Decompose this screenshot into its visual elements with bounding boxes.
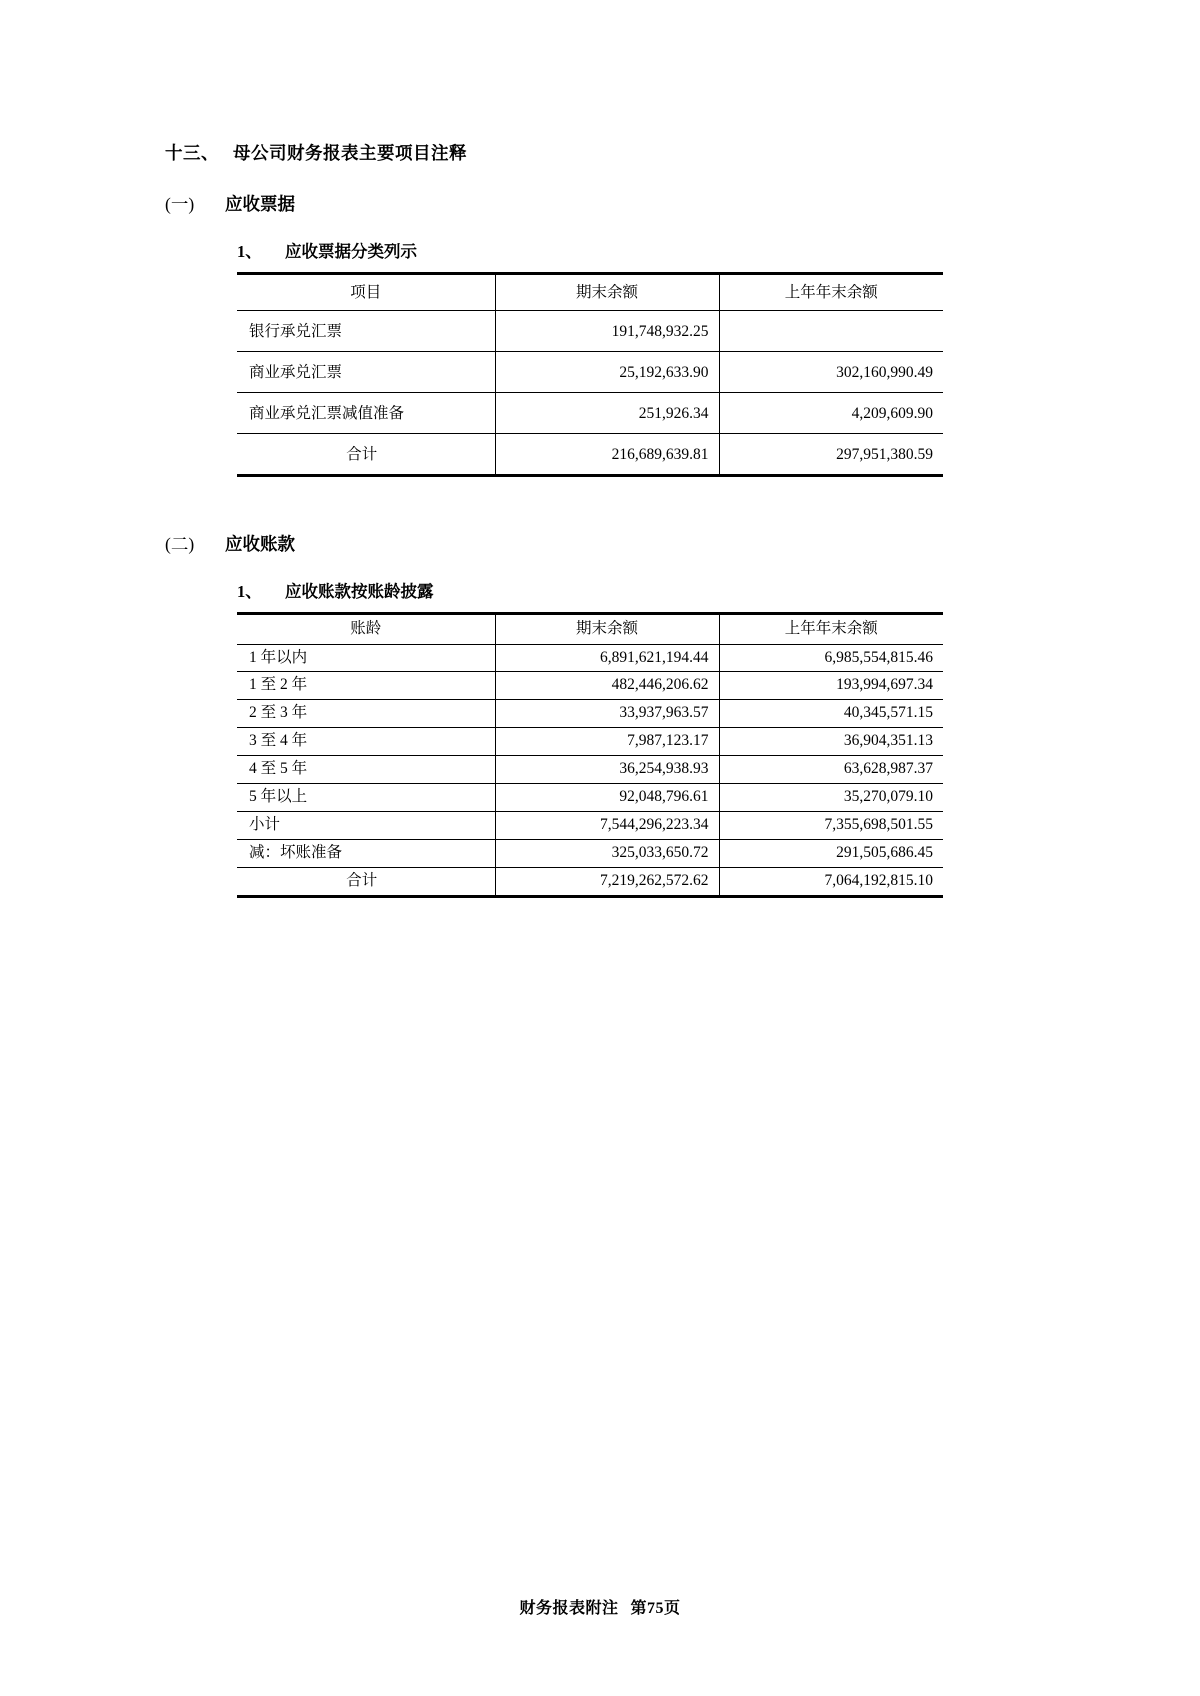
row-end-balance: 33,937,963.57 — [495, 700, 719, 728]
table-row — [237, 644, 943, 672]
row-prev-balance: 7,355,698,501.55 — [719, 812, 943, 840]
column-header-end-balance: 期末余额 — [495, 614, 719, 644]
table-header-row — [237, 274, 943, 311]
subsection-number-1: (一) — [165, 194, 195, 214]
table-row-total — [237, 434, 943, 476]
row-prev-balance: 291,505,686.45 — [719, 839, 943, 867]
row-end-balance: 36,254,938.93 — [495, 756, 719, 784]
row-end-balance: 6,891,621,194.44 — [495, 644, 719, 672]
item-title-1: 应收票据分类列示 — [285, 242, 417, 261]
row-label: 5 年以上 — [237, 784, 495, 812]
row-end-balance: 92,048,796.61 — [495, 784, 719, 812]
table-row — [237, 839, 943, 867]
footer-page-number: 第75页 — [630, 1600, 681, 1617]
table-notes-receivable — [237, 272, 943, 477]
row-prev-balance: 36,904,351.13 — [719, 728, 943, 756]
column-header-item: 项目 — [237, 274, 495, 311]
table-wrapper-ar-aging — [165, 612, 1050, 897]
subsection-number-2: (二) — [165, 534, 195, 555]
table-row — [237, 393, 943, 434]
row-label: 小计 — [237, 812, 495, 840]
table-ar-aging — [237, 612, 943, 897]
row-end-balance: 251,926.34 — [495, 393, 719, 434]
row-end-balance: 7,987,123.17 — [495, 728, 719, 756]
item-heading-1 — [165, 238, 1050, 262]
row-label: 银行承兑汇票 — [237, 311, 495, 352]
table-wrapper-notes-receivable — [165, 272, 1050, 477]
row-end-balance: 7,544,296,223.34 — [495, 812, 719, 840]
row-end-balance: 191,748,932.25 — [495, 311, 719, 352]
section-title: 母公司财务报表主要项目注释 — [233, 143, 467, 163]
row-label: 合计 — [237, 867, 495, 896]
table-row — [237, 311, 943, 352]
row-label: 商业承兑汇票 — [237, 352, 495, 393]
row-prev-balance: 6,985,554,815.46 — [719, 644, 943, 672]
section-number: 十三、 — [165, 143, 219, 163]
table-row — [237, 756, 943, 784]
row-prev-balance: 302,160,990.49 — [719, 352, 943, 393]
column-header-prev-balance: 上年年末余额 — [719, 274, 943, 311]
table-row — [237, 352, 943, 393]
table-row — [237, 784, 943, 812]
item-number-1: 1、 — [237, 242, 262, 261]
column-header-prev-balance: 上年年末余额 — [719, 614, 943, 644]
spacer — [165, 477, 1050, 531]
row-end-balance: 325,033,650.72 — [495, 839, 719, 867]
row-label: 合计 — [237, 434, 495, 476]
row-label: 2 至 3 年 — [237, 700, 495, 728]
table-row — [237, 672, 943, 700]
column-header-end-balance: 期末余额 — [495, 274, 719, 311]
row-prev-balance — [719, 311, 943, 352]
table-row — [237, 700, 943, 728]
footer-label: 财务报表附注 — [519, 1600, 619, 1617]
table-header-row — [237, 614, 943, 644]
row-prev-balance: 35,270,079.10 — [719, 784, 943, 812]
row-label: 减：坏账准备 — [237, 839, 495, 867]
row-label: 1 年以内 — [237, 644, 495, 672]
table-row-total — [237, 867, 943, 896]
subsection-title-2: 应收账款 — [225, 534, 295, 555]
item-number-2: 1、 — [237, 582, 262, 602]
row-prev-balance: 40,345,571.15 — [719, 700, 943, 728]
row-label: 3 至 4 年 — [237, 728, 495, 756]
subsection-title-1: 应收票据 — [225, 194, 295, 214]
row-end-balance: 216,689,639.81 — [495, 434, 719, 476]
column-header-aging: 账龄 — [237, 614, 495, 644]
item-title-2: 应收账款按账龄披露 — [285, 582, 434, 602]
row-label: 商业承兑汇票减值准备 — [237, 393, 495, 434]
table-row — [237, 728, 943, 756]
subsection-heading-1 — [165, 191, 1050, 216]
row-prev-balance: 193,994,697.34 — [719, 672, 943, 700]
subsection-heading-2 — [165, 531, 1050, 556]
row-end-balance: 25,192,633.90 — [495, 352, 719, 393]
row-prev-balance: 4,209,609.90 — [719, 393, 943, 434]
section-heading — [165, 140, 1050, 165]
row-prev-balance: 297,951,380.59 — [719, 434, 943, 476]
item-heading-2 — [165, 578, 1050, 602]
row-label: 4 至 5 年 — [237, 756, 495, 784]
row-prev-balance: 63,628,987.37 — [719, 756, 943, 784]
page-footer — [0, 1595, 1200, 1618]
row-prev-balance: 7,064,192,815.10 — [719, 867, 943, 896]
table-row-subtotal — [237, 812, 943, 840]
row-end-balance: 482,446,206.62 — [495, 672, 719, 700]
row-end-balance: 7,219,262,572.62 — [495, 867, 719, 896]
row-label: 1 至 2 年 — [237, 672, 495, 700]
